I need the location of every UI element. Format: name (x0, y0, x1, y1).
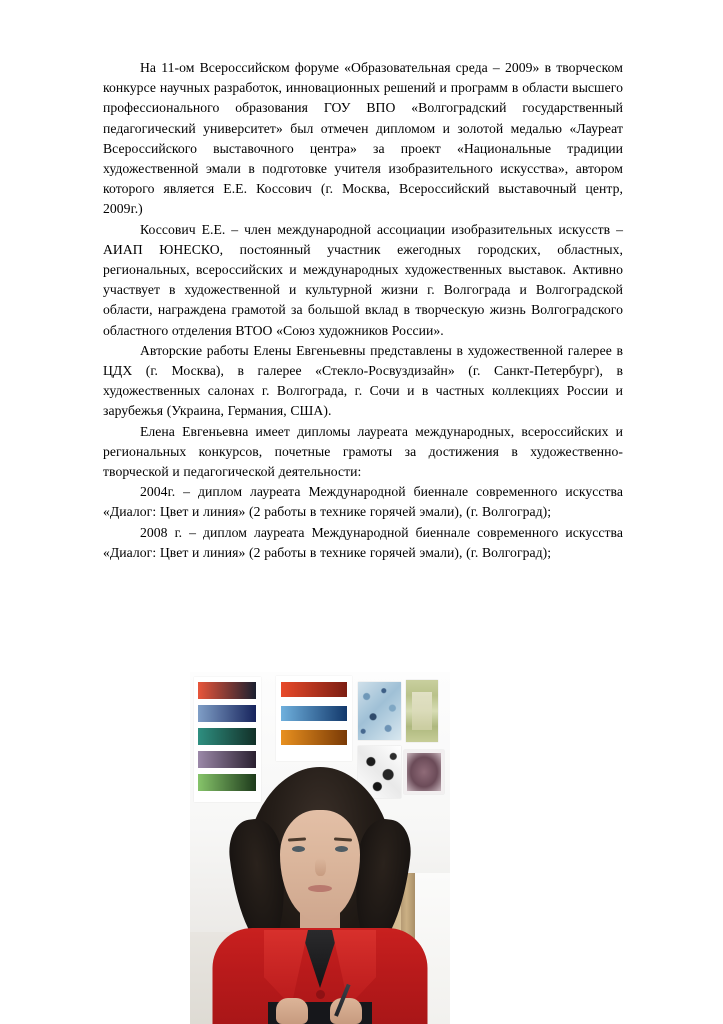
paragraph-award-2004: 2004г. – диплом лауреата Международной биеннале современного искусства «Диалог: Цвет и линия» (2 работы в технике горячей эмали), (г. Волгоград); (103, 484, 623, 520)
paragraph-galleries: Авторские работы Елены Евгеньевны представлены в художественной галерее в ЦДХ (г. Москва), в галерее «Стекло-Росвуздизайн» (г. Санкт-Петербург), в художественных салонах г. Волгограда, г. Сочи и в частных коллекциях России и зарубежья (Украина, Германия, США). (103, 342, 623, 419)
paragraph-membership: Коссович Е.Е. – член международной ассоциации изобразительных искусств – АИАП ЮНЕСКО, постоянный участник ежегодных городских, областных, региональных, всероссийских и международных художественных выставок. Активно участвует в художественной и культурной жизни г. Волгограда и Волгоградской области, награждена грамотой за большой вклад в творческую жизнь Волгоградского областного отделения ВТОО «Союз художников России». (103, 221, 623, 338)
gradient-bar (198, 751, 256, 768)
gradient-bar (281, 706, 347, 721)
subject-nose (315, 858, 326, 876)
subject-eye-left (292, 846, 305, 852)
gradient-bar (198, 682, 256, 699)
subject-hand-left (276, 998, 308, 1024)
gradient-bar (281, 682, 347, 697)
artwork-mauve-square (404, 750, 444, 794)
color-chart-middle (276, 676, 352, 761)
gradient-bar (198, 705, 256, 722)
subject-eye-right (335, 846, 348, 852)
document-text-body (103, 58, 623, 563)
photo-content (190, 672, 450, 1024)
artwork-blue-mosaic (358, 682, 401, 740)
portrait-photograph (190, 672, 450, 1024)
paragraph-award-forum: На 11-ом Всероссийском форуме «Образовательная среда – 2009» в творческом конкурсе научных разработок, инновационных решений и программ в области высшего профессионального образования ГОУ ВПО «Волгоградский государственный педагогический университет» был отмечен дипломом и золотой медалью «Лауреат Всероссийского выставочного центра» за проект «Национальные традиции художественной эмали в подготовке учителя изобразительного искусства», автором которого является Е.Е. Коссович (г. Москва, Всероссийский выставочный центр, 2009г.) (103, 60, 623, 217)
artwork-olive-gold (406, 680, 438, 742)
subject-mouth (308, 885, 332, 892)
gradient-bar (281, 730, 347, 745)
color-chart-left (194, 677, 261, 802)
gradient-bar (198, 728, 256, 745)
jacket-button (316, 990, 325, 999)
paragraph-award-2008: 2008 г. – диплом лауреата Международной биеннале современного искусства «Диалог: Цвет и линия» (2 работы в технике горячей эмали), (г. Волгоград); (103, 524, 623, 560)
paragraph-diplomas-intro: Елена Евгеньевна имеет дипломы лауреата международных, всероссийских и региональных конкурсов, почетные грамоты за достижения в художественно-творческой и педагогической деятельности: (103, 423, 623, 480)
gradient-bar (198, 774, 256, 791)
